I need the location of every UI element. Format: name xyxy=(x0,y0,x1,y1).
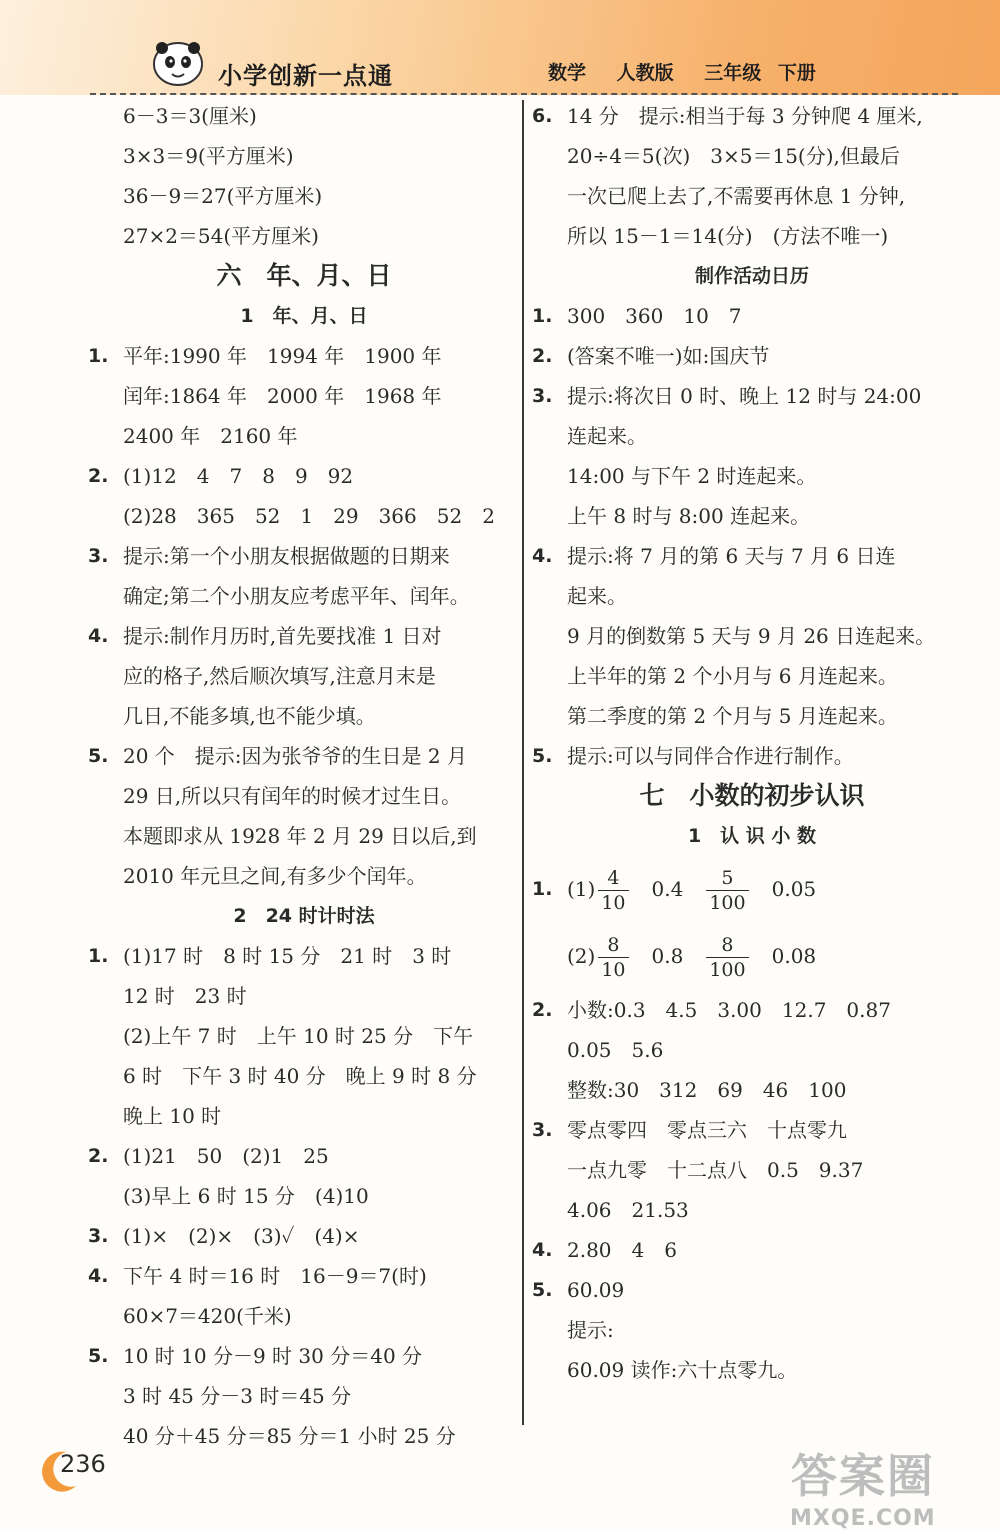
answer-line xyxy=(532,1030,972,1070)
answer-line xyxy=(88,176,520,216)
answer-text: 14:00 与下午 2 时连起来。 xyxy=(567,464,817,488)
answer-item xyxy=(88,456,520,496)
answer-text: 连起来。 xyxy=(567,424,647,448)
answer-text: 整数:30 312 69 46 100 xyxy=(567,1078,847,1102)
answer-text: 零点零四 零点三六 十点零九 xyxy=(567,1118,847,1142)
answer-text: 10 时 10 分－9 时 30 分＝40 分 xyxy=(123,1344,423,1368)
item-number: 3. xyxy=(532,385,553,407)
answer-item xyxy=(532,736,972,776)
answer-item xyxy=(532,1230,972,1270)
fraction-denominator: 100 xyxy=(709,892,746,914)
answer-item xyxy=(532,856,972,923)
answer-item xyxy=(88,616,520,656)
item-number: 2. xyxy=(532,345,553,367)
item-number: 3. xyxy=(88,1225,109,1247)
answer-text: 一次已爬上去了,不需要再休息 1 分钟, xyxy=(567,184,906,208)
answer-text: (3)早上 6 时 15 分 (4)10 xyxy=(123,1184,369,1208)
answer-text: 提示:制作月历时,首先要找准 1 日对 xyxy=(123,624,442,648)
answer-text: 0.05 5.6 xyxy=(567,1038,664,1062)
part-label: (1) xyxy=(567,877,596,901)
answer-line xyxy=(88,1096,520,1136)
item-number: 1. xyxy=(88,945,109,967)
answer-text: 12 时 23 时 xyxy=(123,984,247,1008)
book-brand-title: 小学创新一点通 xyxy=(218,62,393,90)
answer-text: 第二季度的第 2 个月与 5 月连起来。 xyxy=(567,704,898,728)
grade-label: 三年级 xyxy=(704,62,762,84)
answer-line xyxy=(88,576,520,616)
item-number: 4. xyxy=(532,545,553,567)
answer-item xyxy=(532,376,972,416)
right-column xyxy=(532,96,972,1390)
answer-text: 4.06 21.53 xyxy=(567,1198,689,1222)
answer-line xyxy=(88,656,520,696)
decimal-value: 0.08 xyxy=(771,944,817,968)
answer-item xyxy=(88,736,520,776)
answer-line xyxy=(88,776,520,816)
fraction xyxy=(706,933,748,982)
answer-item xyxy=(88,1336,520,1376)
answer-text: 上半年的第 2 个小月与 6 月连起来。 xyxy=(567,664,898,688)
item-number: 4. xyxy=(88,1265,109,1287)
answer-line xyxy=(88,136,520,176)
column-divider xyxy=(522,100,524,1425)
answer-text: (1)× (2)× (3)✓ (4)× xyxy=(123,1224,360,1248)
answer-text: (答案不唯一)如:国庆节 xyxy=(567,344,770,368)
answer-text: 20 个 提示:因为张爷爷的生日是 2 月 xyxy=(123,744,467,768)
edition-label: 人教版 xyxy=(616,62,674,84)
answer-text: 应的格子,然后顺次填写,注意月末是 xyxy=(123,664,436,688)
watermark-main: 答案圈 xyxy=(790,1449,935,1503)
item-number: 2. xyxy=(532,999,553,1021)
item-number: 2. xyxy=(88,1145,109,1167)
answer-text: (1)17 时 8 时 15 分 21 时 3 时 xyxy=(123,944,452,968)
item-number: 3. xyxy=(532,1119,553,1141)
answer-text: 3 时 45 分－3 时＝45 分 xyxy=(123,1384,352,1408)
answer-text: 29 日,所以只有闰年的时候才过生日。 xyxy=(123,784,462,808)
item-number: 3. xyxy=(88,545,109,567)
answer-text: 60.09 xyxy=(567,1278,625,1302)
answer-text: 2.80 4 6 xyxy=(567,1238,677,1262)
answer-line xyxy=(532,696,972,736)
answer-line xyxy=(532,416,972,456)
answer-item xyxy=(532,96,972,136)
answer-item xyxy=(532,336,972,376)
section-heading: 七 小数的初步认识 xyxy=(639,781,865,810)
answer-text: (1)12 4 7 8 9 92 xyxy=(123,464,354,488)
answer-line xyxy=(532,616,972,656)
item-number: 5. xyxy=(88,745,109,767)
answer-text: (2)28 365 52 1 29 366 52 2 xyxy=(123,504,495,528)
answer-item xyxy=(88,536,520,576)
fraction-numerator: 8 xyxy=(598,933,628,958)
answer-text: 平年:1990 年 1994 年 1900 年 xyxy=(123,344,442,368)
answer-line xyxy=(88,816,520,856)
answer-text: 提示:可以与同伴合作进行制作。 xyxy=(567,744,854,768)
answer-text: 6 时 下午 3 时 40 分 晚上 9 时 8 分 xyxy=(123,1064,477,1088)
answer-text: 3×3＝9(平方厘米) xyxy=(123,144,294,168)
answer-text: 小数:0.3 4.5 3.00 12.7 0.87 xyxy=(567,998,891,1022)
fraction xyxy=(706,866,748,915)
watermark xyxy=(790,1440,936,1531)
answer-line xyxy=(532,176,972,216)
fraction-denominator: 10 xyxy=(601,892,626,914)
answer-text xyxy=(567,923,836,990)
decimal-value: 0.4 xyxy=(651,877,684,901)
answer-line xyxy=(88,1376,520,1416)
section-heading: 六 年、月、日 xyxy=(216,261,392,290)
answer-text: 20÷4＝5(次) 3×5＝15(分),但最后 xyxy=(567,144,900,168)
watermark-url: MXQE.COM xyxy=(790,1506,936,1531)
fraction-numerator: 4 xyxy=(598,866,628,891)
item-number: 1. xyxy=(532,305,553,327)
item-number: 4. xyxy=(88,625,109,647)
answer-text: 300 360 10 7 xyxy=(567,304,742,328)
volume-label: 下册 xyxy=(777,62,816,84)
fraction xyxy=(598,933,628,982)
answer-text: 2400 年 2160 年 xyxy=(123,424,298,448)
answer-line xyxy=(88,96,520,136)
answer-line xyxy=(532,576,972,616)
fraction xyxy=(598,866,628,915)
answer-text: 60×7＝420(千米) xyxy=(123,1304,292,1328)
fraction-numerator: 5 xyxy=(706,866,748,891)
answer-line xyxy=(532,136,972,176)
panda-mascot-icon xyxy=(150,38,206,88)
answer-item xyxy=(88,1136,520,1176)
answer-text xyxy=(567,856,836,923)
answer-line xyxy=(88,1016,520,1056)
fraction-numerator: 8 xyxy=(706,933,748,958)
answer-text: 提示: xyxy=(567,1318,614,1342)
answer-line xyxy=(88,976,520,1016)
answer-line xyxy=(532,1070,972,1110)
answer-line xyxy=(88,856,520,896)
answer-line xyxy=(532,656,972,696)
answer-line xyxy=(88,1176,520,1216)
answer-text: 提示:将 7 月的第 6 天与 7 月 6 日连 xyxy=(567,544,896,568)
item-number: 5. xyxy=(88,1345,109,1367)
answer-line xyxy=(532,456,972,496)
answer-item xyxy=(532,1270,972,1310)
answer-line xyxy=(88,216,520,256)
decimal-value: 0.05 xyxy=(771,877,817,901)
answer-text: 本题即求从 1928 年 2 月 29 日以后,到 xyxy=(123,824,477,848)
answer-text: 9 月的倒数第 5 天与 9 月 26 日连起来。 xyxy=(567,624,936,648)
item-number: 4. xyxy=(532,1239,553,1261)
page-header xyxy=(0,0,1000,95)
decimal-value: 0.8 xyxy=(651,944,684,968)
answer-item xyxy=(532,536,972,576)
item-number: 2. xyxy=(88,465,109,487)
answer-line xyxy=(88,1296,520,1336)
answer-line xyxy=(88,1056,520,1096)
answer-text: 27×2＝54(平方厘米) xyxy=(123,224,319,248)
answer-line xyxy=(88,376,520,416)
answer-line xyxy=(532,216,972,256)
answer-text: 一点九零 十二点八 0.5 9.37 xyxy=(567,1158,864,1182)
fraction-denominator: 10 xyxy=(601,959,626,981)
answer-text: 上午 8 时与 8:00 连起来。 xyxy=(567,504,811,528)
page-number: 236 xyxy=(60,1450,106,1478)
subsection-heading: 1 年、月、日 xyxy=(240,305,368,327)
answer-item xyxy=(532,296,972,336)
answer-item xyxy=(88,936,520,976)
subsection-heading: 1 认 识 小 数 xyxy=(687,825,817,847)
answer-text: 下午 4 时＝16 时 16－9＝7(时) xyxy=(123,1264,427,1288)
answer-line xyxy=(532,1150,972,1190)
answer-text: 确定;第二个小朋友应考虑平年、闰年。 xyxy=(123,584,470,608)
answer-item xyxy=(88,1216,520,1256)
answer-text: 60.09 读作:六十点零九。 xyxy=(567,1358,798,1382)
item-number: 5. xyxy=(532,1279,553,1301)
answer-text: 提示:将次日 0 时、晚上 12 时与 24:00 xyxy=(567,384,922,408)
answer-line xyxy=(88,496,520,536)
answer-text: 起来。 xyxy=(567,584,627,608)
subsection-heading: 2 24 时计时法 xyxy=(233,905,375,927)
answer-text: (2)上午 7 时 上午 10 时 25 分 下午 xyxy=(123,1024,474,1048)
answer-line xyxy=(532,1190,972,1230)
answer-text: 36－9＝27(平方厘米) xyxy=(123,184,323,208)
part-label: (2) xyxy=(567,944,596,968)
answer-text: 2010 年元旦之间,有多少个闰年。 xyxy=(123,864,427,888)
answer-text: (1)21 50 (2)1 25 xyxy=(123,1144,329,1168)
answer-line xyxy=(532,1350,972,1390)
answer-line xyxy=(88,416,520,456)
answer-line xyxy=(532,496,972,536)
item-number: 6. xyxy=(532,105,553,127)
fraction-denominator: 100 xyxy=(709,959,746,981)
answer-item xyxy=(532,990,972,1030)
header-divider xyxy=(90,93,958,95)
answer-text: 几日,不能多填,也不能少填。 xyxy=(123,704,376,728)
subject-label: 数学 xyxy=(548,62,587,84)
answer-item xyxy=(88,1256,520,1296)
answer-text: 所以 15－1＝14(分) (方法不唯一) xyxy=(567,224,889,248)
item-number: 1. xyxy=(88,345,109,367)
answer-item xyxy=(532,1110,972,1150)
answer-line xyxy=(88,696,520,736)
answer-text: 闰年:1864 年 2000 年 1968 年 xyxy=(123,384,442,408)
answer-text: 14 分 提示:相当于每 3 分钟爬 4 厘米, xyxy=(567,104,923,128)
answer-text: 提示:第一个小朋友根据做题的日期来 xyxy=(123,544,450,568)
left-column xyxy=(88,96,520,1456)
answer-line xyxy=(532,1310,972,1350)
answer-line xyxy=(88,1416,520,1456)
subsection-heading: 制作活动日历 xyxy=(694,265,809,287)
item-number: 1. xyxy=(532,878,553,900)
item-number: 5. xyxy=(532,745,553,767)
answer-text: 40 分＋45 分＝85 分＝1 小时 25 分 xyxy=(123,1424,456,1448)
answer-text: 晚上 10 时 xyxy=(123,1104,222,1128)
book-meta xyxy=(548,58,840,85)
answer-line xyxy=(532,923,972,990)
answer-text: 6－3＝3(厘米) xyxy=(123,104,257,128)
answer-item xyxy=(88,336,520,376)
